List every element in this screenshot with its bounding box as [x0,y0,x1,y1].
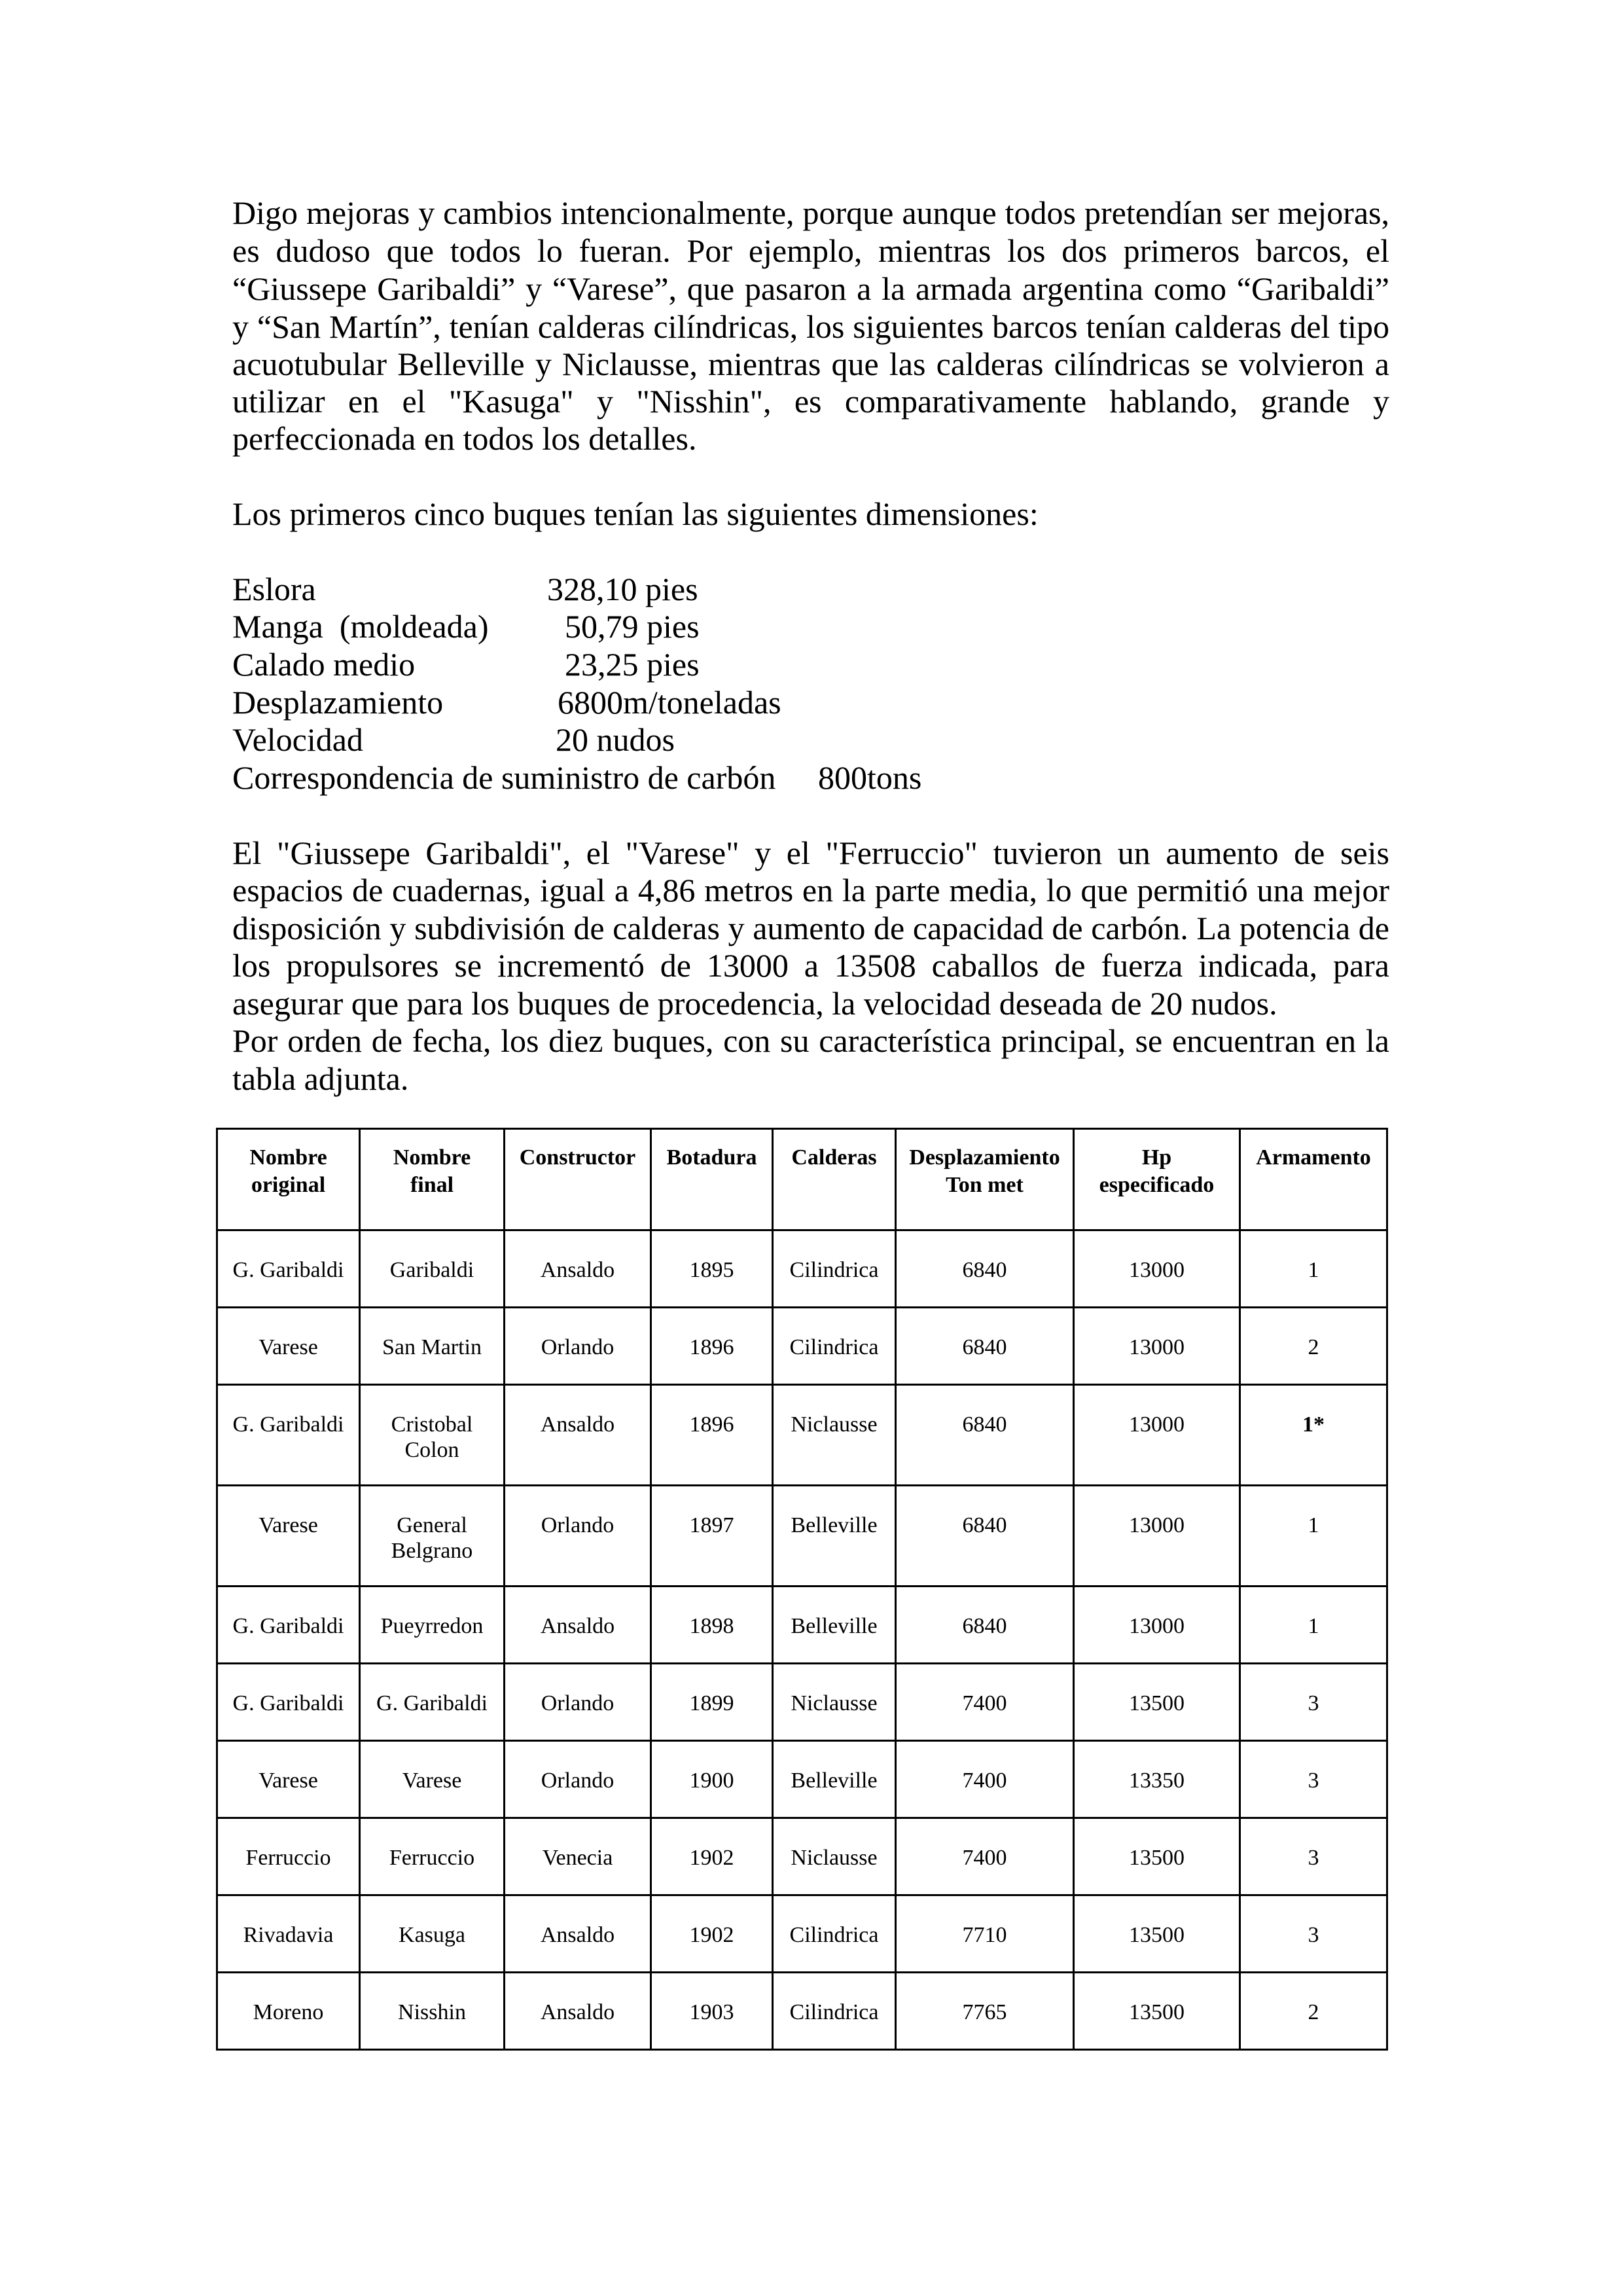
cell-hp: 13000 [1074,1308,1240,1385]
cell-nombre-original: Moreno [217,1973,360,2050]
cell-constructor: Orlando [505,1308,651,1385]
text-line: “Giussepe Garibaldi” y “Varese”, que pasaron a la armada argentina como “Garibaldi” [232,270,1389,307]
cell-calderas: Cilindrica [773,1895,896,1973]
cell-botadura: 1902 [651,1895,773,1973]
ships-table [216,1128,1388,2051]
dimension-value-calado: 23,25 pies [565,646,700,683]
cell-calderas: Cilindrica [773,1973,896,2050]
cell-nombre-final: Ferruccio [360,1818,505,1895]
table-row [217,1664,1387,1741]
dimension-label-velocidad: Velocidad [232,721,363,758]
table-row [217,1230,1387,1308]
text-line: los propulsores se incrementó de 13000 a 13508 caballos de fuerza indicada, para [232,947,1389,984]
dimension-label-desplazamiento: Desplazamiento [232,684,444,721]
paragraph-dimensions-intro: Los primeros cinco buques tenían las siguientes dimensiones: [232,495,1039,532]
cell-armamento: 1* [1240,1385,1387,1486]
cell-desplazamiento: 7765 [896,1973,1074,2050]
header-botadura: Botadura [651,1129,773,1230]
cell-botadura: 1900 [651,1741,773,1818]
cell-hp: 13500 [1074,1895,1240,1973]
cell-nombre-original: Varese [217,1741,360,1818]
cell-calderas: Cilindrica [773,1230,896,1308]
cell-constructor: Ansaldo [505,1895,651,1973]
cell-nombre-original: G. Garibaldi [217,1664,360,1741]
cell-constructor: Orlando [505,1486,651,1587]
header-calderas: Calderas [773,1129,896,1230]
cell-nombre-final: Varese [360,1741,505,1818]
cell-armamento: 3 [1240,1895,1387,1973]
cell-hp: 13500 [1074,1973,1240,2050]
cell-nombre-final: Kasuga [360,1895,505,1973]
dimension-value-manga: 50,79 pies [565,608,700,645]
cell-armamento: 2 [1240,1973,1387,2050]
cell-nombre-final: San Martin [360,1308,505,1385]
dimension-label-eslora: Eslora [232,571,316,607]
table-row [217,1741,1387,1818]
cell-desplazamiento: 7400 [896,1741,1074,1818]
cell-constructor: Ansaldo [505,1385,651,1486]
table-row [217,1486,1387,1587]
cell-nombre-final: Pueyrredon [360,1587,505,1664]
cell-botadura: 1903 [651,1973,773,2050]
cell-hp: 13000 [1074,1587,1240,1664]
header-desplazamiento: Desplazamiento Ton met [896,1129,1074,1230]
cell-armamento: 1 [1240,1587,1387,1664]
cell-constructor: Ansaldo [505,1587,651,1664]
cell-constructor: Orlando [505,1741,651,1818]
text-line: Por orden de fecha, los diez buques, con su característica principal, se encuentran en la [232,1022,1389,1059]
cell-desplazamiento: 6840 [896,1385,1074,1486]
cell-botadura: 1899 [651,1664,773,1741]
cell-calderas: Niclausse [773,1664,896,1741]
cell-desplazamiento: 7710 [896,1895,1074,1973]
cell-nombre-final: General Belgrano [360,1486,505,1587]
cell-armamento: 2 [1240,1308,1387,1385]
cell-calderas: Belleville [773,1587,896,1664]
cell-calderas: Niclausse [773,1818,896,1895]
cell-hp: 13350 [1074,1741,1240,1818]
table-row [217,1818,1387,1895]
text-line: perfeccionada en todos los detalles. [232,420,697,457]
dimension-label-calado: Calado medio [232,646,416,683]
cell-hp: 13000 [1074,1486,1240,1587]
cell-nombre-final: Cristobal Colon [360,1385,505,1486]
dimension-value-carbon: 800tons [818,759,922,796]
cell-botadura: 1902 [651,1818,773,1895]
dimension-value-desplazamiento: 6800m/toneladas [558,684,781,721]
cell-calderas: Belleville [773,1741,896,1818]
cell-nombre-original: Varese [217,1486,360,1587]
table-row [217,1385,1387,1486]
cell-desplazamiento: 6840 [896,1230,1074,1308]
cell-armamento: 1 [1240,1230,1387,1308]
cell-armamento: 3 [1240,1818,1387,1895]
cell-armamento: 1 [1240,1486,1387,1587]
cell-hp: 13500 [1074,1818,1240,1895]
cell-botadura: 1897 [651,1486,773,1587]
cell-armamento: 3 [1240,1741,1387,1818]
table-row [217,1895,1387,1973]
text-line: Digo mejoras y cambios intencionalmente, porque aunque todos pretendían ser mejoras, [232,194,1389,231]
cell-desplazamiento: 7400 [896,1818,1074,1895]
header-armamento: Armamento [1240,1129,1387,1230]
table-header-row [217,1129,1387,1230]
dimension-value-velocidad: 20 nudos [556,721,675,758]
text-line: disposición y subdivisión de calderas y aumento de capacidad de carbón. La potencia de [232,910,1389,946]
cell-desplazamiento: 6840 [896,1587,1074,1664]
cell-calderas: Cilindrica [773,1308,896,1385]
cell-hp: 13000 [1074,1230,1240,1308]
text-line: El "Giussepe Garibaldi", el "Varese" y el "Ferruccio" tuvieron un aumento de seis [232,834,1389,871]
cell-nombre-final: Garibaldi [360,1230,505,1308]
cell-nombre-original: G. Garibaldi [217,1385,360,1486]
header-nombre-final: Nombre final [360,1129,505,1230]
text-line: y “San Martín”, tenían calderas cilíndricas, los siguientes barcos tenían calderas del tipo [232,308,1389,345]
cell-nombre-original: Ferruccio [217,1818,360,1895]
cell-botadura: 1896 [651,1385,773,1486]
cell-desplazamiento: 7400 [896,1664,1074,1741]
cell-botadura: 1895 [651,1230,773,1308]
cell-hp: 13500 [1074,1664,1240,1741]
dimension-label-carbon: Correspondencia de suministro de carbón [232,759,776,796]
dimension-label-manga: Manga (moldeada) [232,608,489,645]
text-line: tabla adjunta. [232,1060,409,1097]
cell-armamento: 3 [1240,1664,1387,1741]
cell-nombre-final: G. Garibaldi [360,1664,505,1741]
cell-nombre-original: G. Garibaldi [217,1230,360,1308]
text-line: acuotubular Belleville y Niclausse, mientras que las calderas cilíndricas se volvieron a [232,346,1389,382]
text-line: utilizar en el "Kasuga" y "Nisshin", es comparativamente hablando, grande y [232,383,1389,420]
cell-calderas: Belleville [773,1486,896,1587]
cell-constructor: Orlando [505,1664,651,1741]
text-line: es dudoso que todos lo fueran. Por ejemplo, mientras los dos primeros barcos, el [232,232,1389,269]
header-constructor: Constructor [505,1129,651,1230]
header-hp: Hp especificado [1074,1129,1240,1230]
cell-desplazamiento: 6840 [896,1486,1074,1587]
cell-nombre-original: Varese [217,1308,360,1385]
cell-botadura: 1898 [651,1587,773,1664]
text-line: asegurar que para los buques de procedencia, la velocidad deseada de 20 nudos. [232,985,1277,1022]
cell-desplazamiento: 6840 [896,1308,1074,1385]
table-row [217,1973,1387,2050]
table-row [217,1308,1387,1385]
cell-constructor: Venecia [505,1818,651,1895]
cell-nombre-original: G. Garibaldi [217,1587,360,1664]
cell-nombre-original: Rivadavia [217,1895,360,1973]
cell-constructor: Ansaldo [505,1230,651,1308]
text-line: espacios de cuadernas, igual a 4,86 metros en la parte media, lo que permitió una mejor [232,872,1389,908]
cell-nombre-final: Nisshin [360,1973,505,2050]
dimension-value-eslora: 328,10 pies [547,571,698,607]
cell-constructor: Ansaldo [505,1973,651,2050]
header-nombre-original: Nombre original [217,1129,360,1230]
cell-botadura: 1896 [651,1308,773,1385]
table-row [217,1587,1387,1664]
cell-calderas: Niclausse [773,1385,896,1486]
cell-hp: 13000 [1074,1385,1240,1486]
